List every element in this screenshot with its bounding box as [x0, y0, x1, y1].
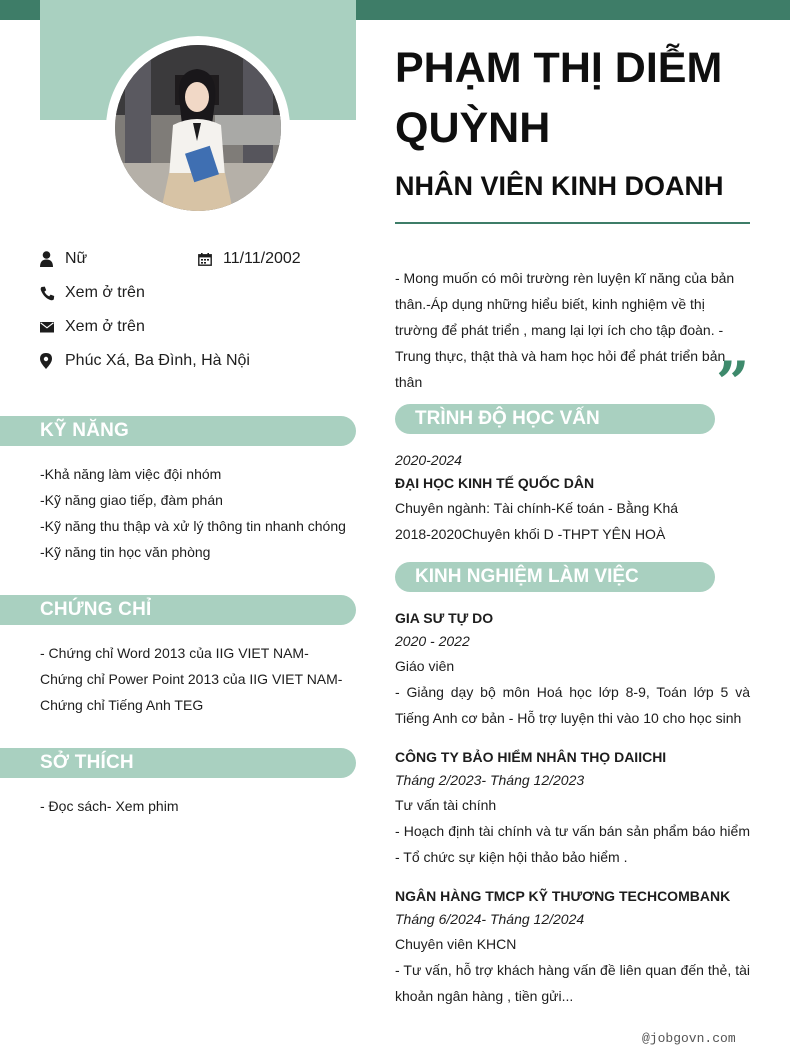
experience-period: Tháng 6/2024- Tháng 12/2024	[395, 911, 585, 927]
experience-period: Tháng 2/2023- Tháng 12/2023	[395, 772, 585, 788]
certificates-heading	[0, 595, 356, 625]
experience-item	[395, 746, 750, 870]
list-item: -Kỹ năng thu thập và xử lý thông tin nhanh chóng	[40, 518, 346, 534]
experience-period: 2020 - 2022	[395, 633, 470, 649]
career-objective: - Mong muốn có môi trường rèn luyện kĩ năng của bản thân.-Áp dụng những hiểu biết, kinh nghiệm về thị trường để phát triển , mang lại lợi ích cho tập đoàn. - Trung thực, thật thà và ham học hỏi để phát triển bản thân	[395, 270, 735, 390]
education-school: ĐẠI HỌC KINH TẾ QUỐC DÂN	[395, 475, 595, 491]
envelope-icon	[40, 321, 65, 333]
hobbies-heading	[0, 748, 356, 778]
hobbies-text: - Đọc sách- Xem phim	[40, 798, 179, 814]
certificates-text: - Chứng chỉ Word 2013 của IIG VIET NAM- Chứng chỉ Power Point 2013 của IIG VIET NAM- Chứng chỉ Tiếng Anh TEG	[40, 645, 343, 713]
experience-description: - Tư vấn, hỗ trợ khách hàng vấn đề liên quan đến thẻ, tài khoản ngân hàng , tiền gửi...	[395, 962, 750, 1004]
quote-icon: ”	[716, 349, 750, 417]
list-item: -Khả năng làm việc đội nhóm	[40, 466, 222, 482]
experience-item	[395, 885, 750, 1009]
gender-row	[40, 250, 87, 268]
certificates-title: CHỨNG CHỈ	[40, 599, 152, 620]
experience-item	[395, 607, 750, 731]
experience-role: Chuyên viên KHCN	[395, 936, 517, 952]
calendar-icon	[198, 253, 223, 266]
dob-value: 11/11/2002	[223, 250, 301, 267]
divider	[395, 222, 750, 224]
experience-company: CÔNG TY BẢO HIỂM NHÂN THỌ DAIICHI	[395, 749, 667, 765]
education-period: 2020-2024	[395, 452, 462, 468]
email-row	[40, 318, 145, 336]
skills-list	[40, 461, 356, 565]
map-pin-icon	[40, 353, 65, 369]
dob-row	[198, 250, 301, 268]
job-title: NHÂN VIÊN KINH DOANH	[395, 171, 724, 201]
phone-icon	[40, 286, 65, 301]
skills-title: KỸ NĂNG	[40, 420, 130, 441]
experience-heading	[395, 562, 715, 592]
candidate-name: PHẠM THỊ DIỄM QUỲNH	[395, 44, 723, 152]
experience-role: Tư vấn tài chính	[395, 797, 497, 813]
experience-role: Giáo viên	[395, 658, 455, 674]
phone-value: Xem ở trên	[65, 284, 145, 301]
experience-company: GIA SƯ TỰ DO	[395, 610, 494, 626]
email-value: Xem ở trên	[65, 318, 145, 335]
list-item: -Kỹ năng giao tiếp, đàm phán	[40, 492, 223, 508]
footer-watermark: @jobgovn.com	[642, 1031, 736, 1046]
experience-company: NGÂN HÀNG TMCP KỸ THƯƠNG TECHCOMBANK	[395, 888, 731, 904]
user-icon	[40, 251, 65, 267]
hobbies-title: SỞ THÍCH	[40, 752, 134, 773]
address-row	[40, 352, 250, 370]
experience-title: KINH NGHIỆM LÀM VIỆC	[415, 566, 639, 587]
skills-heading	[0, 416, 356, 446]
avatar	[115, 45, 281, 211]
list-item: -Kỹ năng tin học văn phòng	[40, 544, 211, 560]
experience-description: - Hoạch định tài chính và tư vấn bán sản phẩm báo hiểm - Tổ chức sự kiện hội thảo bảo hiểm .	[395, 823, 750, 865]
gender-value: Nữ	[65, 250, 88, 267]
education-major: Chuyên ngành: Tài chính-Kế toán - Bằng Khá	[395, 500, 679, 516]
education-extra: 2018-2020Chuyên khối D -THPT YÊN HOÀ	[395, 526, 666, 542]
education-heading	[395, 404, 715, 434]
education-block	[395, 449, 750, 547]
experience-description: - Giảng dạy bộ môn Hoá học lớp 8-9, Toán lớp 5 và Tiếng Anh cơ bản - Hỗ trợ luyện thi vào 10 cho học sinh	[395, 684, 750, 726]
phone-row	[40, 284, 145, 302]
education-title: TRÌNH ĐỘ HỌC VẤN	[415, 408, 600, 429]
address-value: Phúc Xá, Ba Đình, Hà Nội	[65, 352, 250, 369]
